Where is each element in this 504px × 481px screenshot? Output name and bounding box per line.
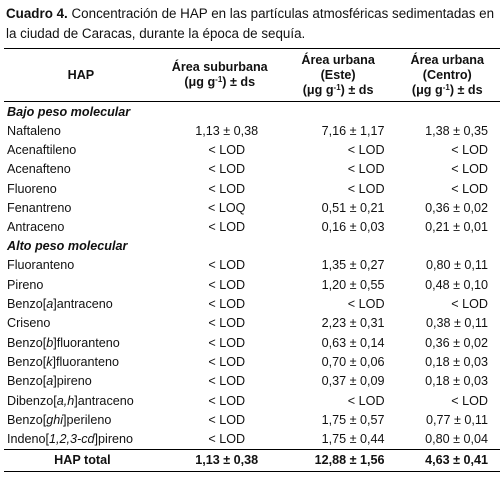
- compound-name: Naftaleno: [7, 123, 61, 138]
- compound-name: Indeno[1,2,3-cd]pireno: [7, 432, 134, 447]
- value-suburbana: < LOD: [208, 432, 246, 447]
- value-suburbana: < LOD: [208, 297, 246, 312]
- value-suburbana: < LOD: [208, 354, 246, 369]
- value-este: 0,63 ± 0,14: [321, 335, 385, 350]
- compound-name: Fenantreno: [7, 200, 72, 215]
- header-row: [4, 49, 500, 102]
- value-centro: < LOD: [451, 393, 488, 408]
- value-este: < LOD: [347, 181, 385, 196]
- table-row: [4, 217, 500, 236]
- table-row: [4, 256, 500, 275]
- group-title: Alto peso molecular: [7, 239, 128, 254]
- compound-name: Antraceno: [7, 220, 65, 235]
- value-suburbana: < LOD: [208, 277, 246, 292]
- compound-name: Fluoranteno: [7, 258, 75, 273]
- table-row: [4, 429, 500, 449]
- compound-name: Pireno: [7, 277, 44, 292]
- total-suburbana: 1,13 ± 0,38: [158, 449, 282, 471]
- table-body: [4, 102, 500, 450]
- compound-name: Dibenzo[a,h]antraceno: [7, 393, 134, 408]
- value-centro: 0,77 ± 0,11: [426, 412, 488, 427]
- table-row: [4, 314, 500, 333]
- value-este: 1,35 ± 0,27: [321, 258, 385, 273]
- value-centro: < LOD: [451, 181, 488, 196]
- total-label: HAP total: [4, 449, 158, 471]
- value-centro: 0,48 ± 0,10: [425, 277, 488, 292]
- table-row: [4, 140, 500, 159]
- table-row: [4, 121, 500, 140]
- value-centro: < LOD: [451, 162, 488, 177]
- group-row: [4, 237, 500, 256]
- table-row: [4, 179, 500, 198]
- table-row: [4, 372, 500, 391]
- value-suburbana: < LOD: [208, 374, 246, 389]
- value-centro: 0,38 ± 0,11: [426, 316, 488, 331]
- table-row: [4, 410, 500, 429]
- value-suburbana: < LOD: [208, 181, 246, 196]
- value-centro: 0,80 ± 0,04: [425, 432, 488, 447]
- caption-label: Cuadro 4.: [6, 6, 68, 21]
- value-este: 1,75 ± 0,44: [321, 432, 385, 447]
- value-centro: 0,80 ± 0,11: [426, 258, 488, 273]
- table-row: [4, 391, 500, 410]
- value-este: 0,37 ± 0,09: [321, 374, 385, 389]
- value-suburbana: < LOD: [208, 162, 246, 177]
- total-este: 12,88 ± 1,56: [282, 449, 395, 471]
- compound-name: Benzo[a]pireno: [7, 374, 92, 389]
- value-suburbana: < LOD: [208, 258, 246, 273]
- table-row: [4, 160, 500, 179]
- total-row: [4, 449, 500, 471]
- table-row: [4, 198, 500, 217]
- value-suburbana: < LOD: [208, 335, 246, 350]
- value-suburbana: < LOD: [208, 412, 246, 427]
- value-este: < LOD: [347, 393, 385, 408]
- header-suburbana: Área suburbana (μg $g^{-1}$) ± ds: [158, 49, 282, 102]
- value-este: 2,23 ± 0,31: [321, 316, 385, 331]
- total-centro: 4,63 ± 0,41: [395, 449, 500, 471]
- value-centro: < LOD: [451, 297, 488, 312]
- value-este: 1,20 ± 0,55: [321, 277, 385, 292]
- hap-table: [4, 48, 500, 472]
- value-este: < LOD: [347, 162, 385, 177]
- compound-name: Acenaftileno: [7, 142, 77, 157]
- value-suburbana: < LOD: [208, 393, 246, 408]
- header-centro: Área urbana (Centro) (μg $g^{-1}$) ± ds: [395, 49, 500, 102]
- compound-name: Acenafteno: [7, 162, 71, 177]
- value-centro: 0,18 ± 0,03: [425, 374, 488, 389]
- table-row: [4, 275, 500, 294]
- value-centro: 0,36 ± 0,02: [425, 335, 488, 350]
- header-este: Área urbana (Este) (μg $g^{-1}$) ± ds: [282, 49, 395, 102]
- value-centro: 1,38 ± 0,35: [425, 123, 488, 138]
- value-suburbana: < LOD: [208, 142, 246, 157]
- value-centro: 0,36 ± 0,02: [425, 200, 488, 215]
- value-este: < LOD: [347, 297, 385, 312]
- value-centro: < LOD: [451, 142, 488, 157]
- compound-name: Criseno: [7, 316, 51, 331]
- value-este: 7,16 ± 1,17: [321, 123, 385, 138]
- value-suburbana: < LOD: [208, 316, 246, 331]
- value-suburbana: < LOD: [208, 220, 246, 235]
- value-centro: 0,18 ± 0,03: [425, 354, 488, 369]
- table-caption: [6, 4, 502, 44]
- caption-text: Concentración de HAP en las partículas atmosféricas sedimentadas en la ciudad de Caracas, durante la época de sequía.: [6, 6, 495, 41]
- compound-name: Benzo[k]fluoranteno: [7, 354, 120, 369]
- compound-name: Fluoreno: [7, 181, 57, 196]
- value-centro: 0,21 ± 0,01: [425, 220, 488, 235]
- compound-name: Benzo[b]fluoranteno: [7, 335, 120, 350]
- table-row: [4, 333, 500, 352]
- group-title: Bajo peso molecular: [7, 104, 131, 119]
- compound-name: Benzo[ghi]perileno: [7, 412, 112, 427]
- value-suburbana: 1,13 ± 0,38: [195, 123, 259, 138]
- group-row: [4, 102, 500, 122]
- value-este: 0,51 ± 0,21: [321, 200, 385, 215]
- table-row: [4, 294, 500, 313]
- value-este: 1,75 ± 0,57: [321, 412, 385, 427]
- header-hap: HAP: [4, 49, 158, 102]
- value-este: 0,16 ± 0,03: [321, 220, 385, 235]
- value-este: < LOD: [347, 142, 385, 157]
- value-suburbana: < LOQ: [208, 200, 246, 215]
- compound-name: Benzo[a]antraceno: [7, 297, 113, 312]
- value-este: 0,70 ± 0,06: [321, 354, 385, 369]
- table-row: [4, 352, 500, 371]
